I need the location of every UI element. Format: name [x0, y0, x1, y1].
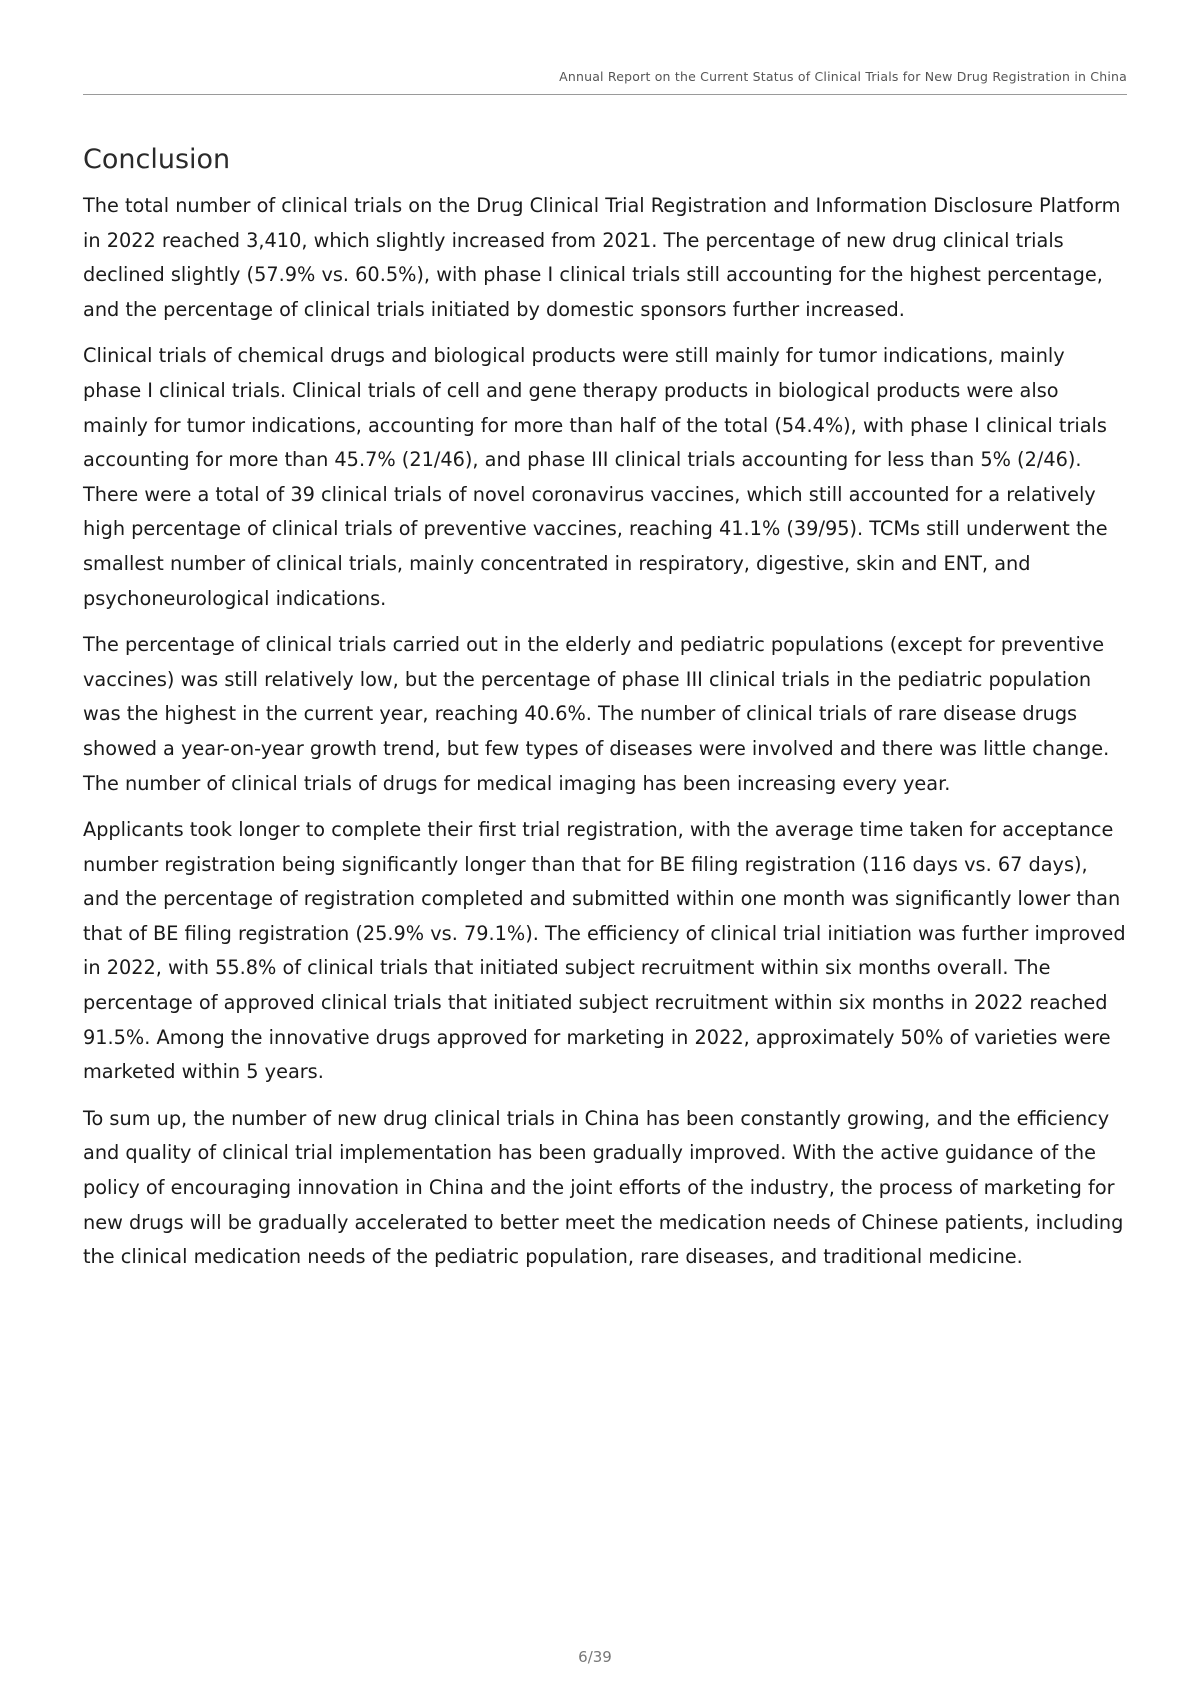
paragraph-special-populations: The percentage of clinical trials carried out in the elderly and pediatric populations (except for preventive vaccines) was still relatively low, but the percentage of phase III clinical trials in the pediatric population was the highest in the current year, reaching 40.6%. The number of clinical trials of rare disease drugs showed a year-on-year growth trend, but few types of diseases were involved and there was little change. The number of clinical trials of drugs for medical imaging has been increasing every year.	[83, 633, 1110, 795]
paragraph-summary: To sum up, the number of new drug clinical trials in China has been constantly growing, and the efficiency and quality of clinical trial implementation has been gradually improved. With the active guidance of the policy of encouraging innovation in China and the joint efforts of the industry, the process of marketing for new drugs will be gradually accelerated to better meet the medication needs of Chinese patients, including the clinical medication needs of the pediatric population, rare diseases, and traditional medicine.	[83, 1106, 1124, 1269]
running-title: Annual Report on the Current Status of Clinical Trials for New Drug Registration in China	[559, 69, 1127, 84]
paragraph-registration-efficiency: Applicants took longer to complete their first trial registration, with the average time taken for acceptance number registration being significantly longer than that for BE filing registration (116 days vs. 67 days), and the percentage of registration completed and submitted within one month was significantly lower than that of BE filing registration (25.9% vs. 79.1%). The efficiency of clinical trial initiation was further improved in 2022, with 55.8% of clinical trials that initiated subject recruitment within six months overall. The percentage of approved clinical trials that initiated subject recruitment within six months in 2022 reached 91.5%. Among the innovative drugs approved for marketing in 2022, approximately 50% of varieties were marketed within 5 years.	[83, 818, 1126, 1084]
main-content	[83, 140, 1127, 1287]
paragraph-overview: The total number of clinical trials on the Drug Clinical Trial Registration and Information Disclosure Platform in 2022 reached 3,410, which slightly increased from 2021. The percentage of new drug clinical trials declined slightly (57.9% vs. 60.5%), with phase I clinical trials still accounting for the highest percentage, and the percentage of clinical trials initiated by domestic sponsors further increased.	[83, 194, 1121, 321]
page-header	[83, 0, 1127, 95]
section-title: Conclusion	[83, 144, 231, 175]
page-number: 6/39	[578, 1648, 612, 1666]
paragraph-drug-types: Clinical trials of chemical drugs and biological products were still mainly for tumor indications, mainly phase I clinical trials. Clinical trials of cell and gene therapy products in biological products were also mainly for tumor indications, accounting for more than half of the total (54.4%), with phase I clinical trials accounting for more than 45.7% (21/46), and phase III clinical trials accounting for less than 5% (2/46). There were a total of 39 clinical trials of novel coronavirus vaccines, which still accounted for a relatively high percentage of clinical trials of preventive vaccines, reaching 41.1% (39/95). TCMs still underwent the smallest number of clinical trials, mainly concentrated in respiratory, digestive, skin and ENT, and psychoneurological indications.	[83, 344, 1108, 610]
